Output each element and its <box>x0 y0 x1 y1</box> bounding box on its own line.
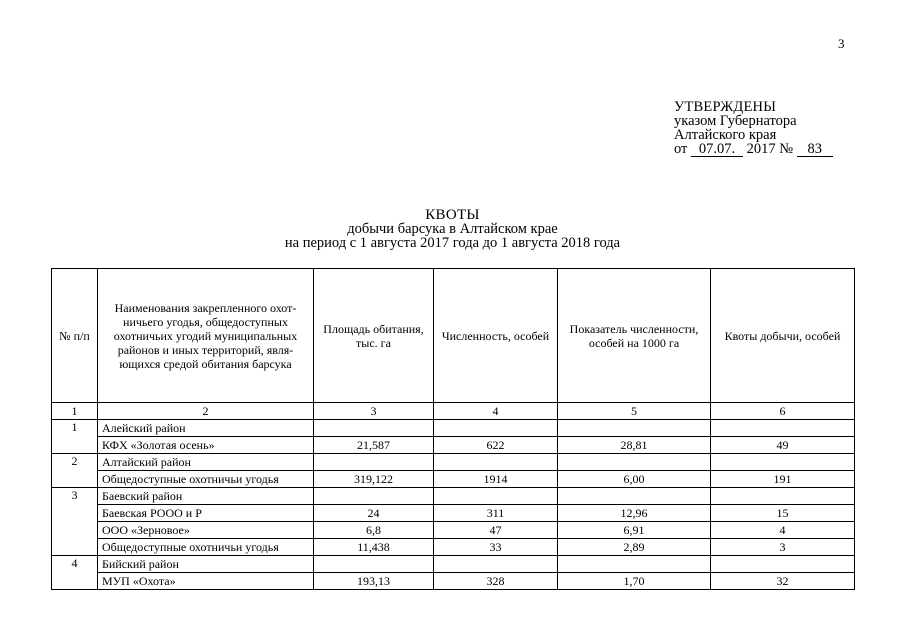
document-heading <box>0 208 905 250</box>
approval-title: УТВЕРЖДЕНЫ <box>674 99 777 115</box>
hunting-ground-name: КФХ «Золотая осень» <box>98 437 314 454</box>
district-row <box>52 420 855 437</box>
hunting-ground-name: Баевская РООО и Р <box>98 505 314 522</box>
district-name: Баевский район <box>98 488 314 505</box>
population-value: 328 <box>434 573 558 590</box>
empty-cell <box>711 454 855 471</box>
quota-table <box>51 268 855 590</box>
empty-cell <box>434 488 558 505</box>
column-number: 6 <box>711 403 855 420</box>
table-row <box>52 471 855 488</box>
column-number: 3 <box>314 403 434 420</box>
district-name: Бийский район <box>98 556 314 573</box>
area-value: 193,13 <box>314 573 434 590</box>
header-area: Площадь обитания, тыс. га <box>314 269 434 403</box>
decree-year: 2017 № <box>746 141 794 157</box>
header-quota: Квоты добычи, особей <box>711 269 855 403</box>
empty-cell <box>711 488 855 505</box>
header-num: № п/п <box>52 269 98 403</box>
date-prefix: от <box>674 141 688 157</box>
area-value: 24 <box>314 505 434 522</box>
district-name: Алтайский район <box>98 454 314 471</box>
quota-value: 191 <box>711 471 855 488</box>
density-value: 1,70 <box>558 573 711 590</box>
empty-cell <box>314 556 434 573</box>
header-name: Наименования закрепленного охот-ничьего угодья, общедоступных охотничьих угодий муниципальных районов и иных территорий, явля-ющихся средой обитания барсука <box>98 269 314 403</box>
population-value: 1914 <box>434 471 558 488</box>
population-value: 47 <box>434 522 558 539</box>
district-row <box>52 488 855 505</box>
quota-value: 32 <box>711 573 855 590</box>
quota-value: 15 <box>711 505 855 522</box>
column-number: 4 <box>434 403 558 420</box>
density-value: 6,00 <box>558 471 711 488</box>
density-value: 6,91 <box>558 522 711 539</box>
table-row <box>52 505 855 522</box>
approval-date-line <box>674 142 833 157</box>
district-name: Алейский район <box>98 420 314 437</box>
area-value: 11,438 <box>314 539 434 556</box>
column-number: 2 <box>98 403 314 420</box>
population-value: 311 <box>434 505 558 522</box>
page-number: 3 <box>838 36 845 51</box>
empty-cell <box>434 556 558 573</box>
document-title: КВОТЫ <box>425 207 480 223</box>
table-row <box>52 522 855 539</box>
table-row <box>52 437 855 454</box>
empty-cell <box>711 420 855 437</box>
area-value: 6,8 <box>314 522 434 539</box>
empty-cell <box>314 488 434 505</box>
area-value: 21,587 <box>314 437 434 454</box>
approval-block <box>674 100 833 157</box>
empty-cell <box>314 454 434 471</box>
empty-cell <box>558 454 711 471</box>
area-value: 319,122 <box>314 471 434 488</box>
decree-date: 07.07. <box>691 143 743 157</box>
column-number: 5 <box>558 403 711 420</box>
density-value: 28,81 <box>558 437 711 454</box>
hunting-ground-name: Общедоступные охотничьи угодья <box>98 471 314 488</box>
group-number: 2 <box>52 454 98 488</box>
district-row <box>52 556 855 573</box>
empty-cell <box>558 420 711 437</box>
district-row <box>52 454 855 471</box>
empty-cell <box>314 420 434 437</box>
hunting-ground-name: Общедоступные охотничьи угодья <box>98 539 314 556</box>
group-number: 3 <box>52 488 98 556</box>
density-value: 2,89 <box>558 539 711 556</box>
table-header-row <box>52 269 855 403</box>
approval-line-decree: указом Губернатора <box>674 113 797 129</box>
approval-line-region: Алтайского края <box>674 127 777 143</box>
decree-number: 83 <box>797 143 833 157</box>
population-value: 622 <box>434 437 558 454</box>
document-period: на период с 1 августа 2017 года до 1 августа 2018 года <box>284 235 621 251</box>
header-density: Показатель численности, особей на 1000 га <box>558 269 711 403</box>
empty-cell <box>434 420 558 437</box>
group-number: 1 <box>52 420 98 454</box>
empty-cell <box>434 454 558 471</box>
population-value: 33 <box>434 539 558 556</box>
table-row <box>52 573 855 590</box>
column-number-row <box>52 403 855 420</box>
quota-value: 4 <box>711 522 855 539</box>
header-population: Численность, особей <box>434 269 558 403</box>
density-value: 12,96 <box>558 505 711 522</box>
empty-cell <box>558 556 711 573</box>
quota-value: 49 <box>711 437 855 454</box>
group-number: 4 <box>52 556 98 590</box>
empty-cell <box>711 556 855 573</box>
hunting-ground-name: МУП «Охота» <box>98 573 314 590</box>
table-row <box>52 539 855 556</box>
quota-value: 3 <box>711 539 855 556</box>
hunting-ground-name: ООО «Зерновое» <box>98 522 314 539</box>
column-number: 1 <box>52 403 98 420</box>
empty-cell <box>558 488 711 505</box>
document-subtitle: добычи барсука в Алтайском крае <box>347 221 558 237</box>
